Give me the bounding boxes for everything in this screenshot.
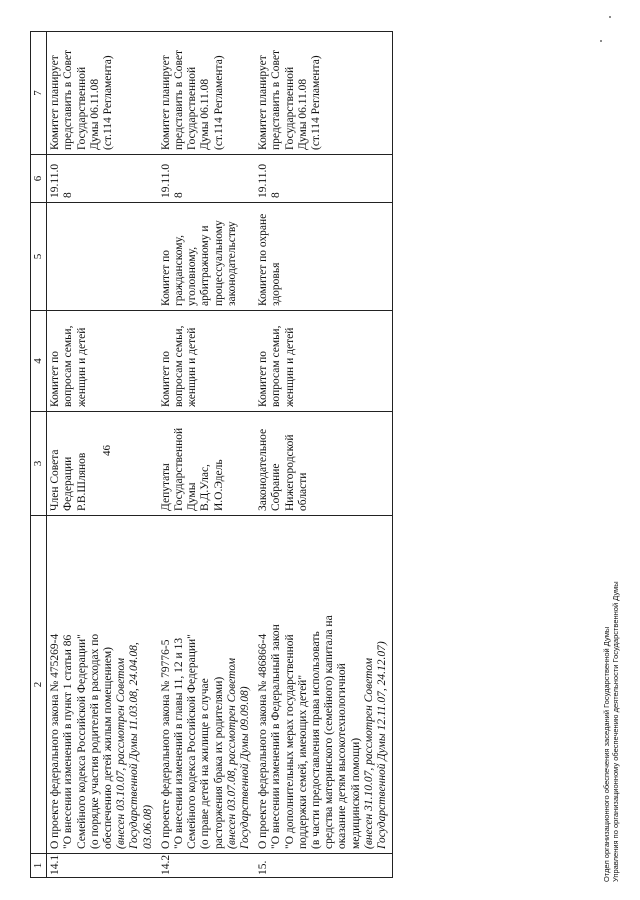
text-line: Комитет по охране (257, 213, 270, 306)
text-line: Думы 06.11.08 (88, 78, 101, 150)
initiator (158, 412, 255, 516)
text-line: вопросам семьи, (173, 325, 186, 407)
column-number: 6 (31, 155, 47, 203)
text-line: О проекте федерального закона № 475269-4 (49, 633, 62, 849)
responsible-committee (47, 311, 158, 412)
column-number: 3 (31, 412, 47, 516)
text-line: средства материнского (семейного) капитала на (323, 615, 336, 849)
text-line: области (296, 472, 309, 511)
text-line: законодательству (225, 221, 238, 306)
text-line: 03.06.08) (141, 804, 154, 849)
column-number: 5 (31, 203, 47, 311)
co-executor-committee (47, 203, 158, 311)
text-line: Комитет планирует (49, 55, 62, 150)
text-line: гражданскому, (173, 234, 186, 306)
text-line: Комитет по (159, 351, 172, 407)
text-line: вопросам семьи, (62, 325, 75, 407)
text-line: "О внесении изменений в Федеральный закон (270, 624, 283, 849)
text-line: Думы 06.11.08 (199, 78, 212, 150)
text-line: Думы (186, 482, 199, 511)
text-line: Отдел организационного обеспечения заседаний Государственной Думы (602, 626, 611, 882)
agenda-row (255, 32, 393, 878)
text-line: Государственной Думы 11.03.08, 24.04.08, (128, 642, 141, 849)
text-line: женщин и детей (283, 327, 296, 407)
text-line: (о праве детей на жилище в случае (199, 678, 212, 849)
text-line: Государственной Думы 12.11.07, 24.12.07) (376, 641, 389, 849)
text-line: медицинской помощи) (349, 737, 362, 849)
text-line: процессуальному (212, 220, 225, 306)
column-number: 4 (31, 311, 47, 412)
text-line: Государственной (173, 427, 186, 511)
text-line: И.О.Эдель (212, 459, 225, 511)
text-line: Государственной (75, 66, 88, 150)
text-line: (внесен 03.07.08, рассмотрен Советом (225, 657, 238, 849)
column-number: 2 (31, 516, 47, 854)
item-number: 15. (255, 854, 393, 878)
text-line: Государственной Думы 09.09.08) (239, 686, 252, 849)
text-line: (в части предоставления права использовать (310, 631, 323, 849)
committee-decision (255, 32, 393, 155)
text-line: поддержки семей, имеющих детей" (296, 674, 309, 849)
column-number-row (31, 32, 47, 878)
page-number: 46 (101, 445, 113, 456)
footer (602, 581, 620, 882)
initiator (47, 412, 158, 516)
text-line: "О дополнительных мерах государственной (283, 634, 296, 849)
text-line: оказание детям высокотехнологичной (336, 663, 349, 849)
text-line: Р.В.Шлянов (75, 452, 88, 511)
text-line: Семейного кодекса Российской Федерации" (186, 634, 199, 849)
text-line: (внесен 03.10.07, рассмотрен Советом (115, 657, 128, 849)
agenda-row (158, 32, 255, 878)
text-line: Федерации (62, 456, 75, 511)
text-line: Нижегородской (283, 434, 296, 511)
text-line: обеспечению детей жилым помещением) (102, 647, 115, 849)
text-line: представить в Совет (270, 49, 283, 150)
text-line: Комитет планирует (159, 55, 172, 150)
scan-speck (609, 16, 611, 18)
text-line: Комитет по (159, 250, 172, 306)
scan-speck (600, 40, 602, 42)
text-line: уголовному, (186, 246, 199, 306)
consideration-date: 19.11.08 (158, 155, 255, 203)
committee-decision (47, 32, 158, 155)
consideration-date: 19.11.08 (47, 155, 158, 203)
bill-description (255, 516, 393, 854)
text-line: (ст.114 Регламента) (310, 55, 323, 150)
text-line: Государственной (186, 66, 199, 150)
bill-description (158, 516, 255, 854)
agenda-row (47, 32, 158, 878)
responsible-committee (158, 311, 255, 412)
text-line: Член Совета (49, 449, 62, 511)
text-line: О проекте федерального закона № 79776-5 (159, 639, 172, 849)
text-line: "О внесении изменений в главы 11, 12 и 13 (173, 637, 186, 849)
text-line: женщин и детей (75, 327, 88, 407)
text-line: Государственной (283, 66, 296, 150)
text-line: вопросам семьи, (270, 325, 283, 407)
text-line: (о порядке участия родителей в расходах по (88, 633, 101, 849)
text-line: (ст.114 Регламента) (102, 55, 115, 150)
text-line: Комитет по (257, 351, 270, 407)
text-line: Депутаты (159, 463, 172, 511)
text-line: Собрание (270, 463, 283, 511)
text-line: "О внесении изменений в пункт 1 статьи 86 (62, 634, 75, 849)
text-line: О проекте федерального закона № 486866-4 (257, 633, 270, 849)
text-line: Думы 06.11.08 (296, 78, 309, 150)
responsible-committee (255, 311, 393, 412)
initiator (255, 412, 393, 516)
consideration-date: 19.11.08 (255, 155, 393, 203)
text-line: здоровья (270, 262, 283, 306)
text-line: Комитет по (49, 351, 62, 407)
text-line: арбитражному и (199, 225, 212, 306)
text-line: Управления по организационному обеспечению деятельности Государственной Думы (611, 581, 620, 882)
column-number: 1 (31, 854, 47, 878)
text-line: Комитет планирует (257, 55, 270, 150)
agenda-table (30, 31, 393, 878)
text-line: (ст.114 Регламента) (212, 55, 225, 150)
item-number: 14.1 (47, 854, 158, 878)
text-line: Законодательное (257, 428, 270, 511)
column-number: 7 (31, 32, 47, 155)
text-line: (внесен 31.10.07, рассмотрен Советом (362, 657, 375, 849)
co-executor-committee (255, 203, 393, 311)
co-executor-committee (158, 203, 255, 311)
text-line: представить в Совет (62, 49, 75, 150)
bill-description (47, 516, 158, 854)
text-line: расторжения брака их родителями) (212, 676, 225, 849)
text-line: представить в Совет (173, 49, 186, 150)
text-line: Семейного кодекса Российской Федерации" (75, 634, 88, 849)
committee-decision (158, 32, 255, 155)
text-line: женщин и детей (186, 327, 199, 407)
text-line: В.Д.Улас, (199, 464, 212, 511)
item-number: 14.2 (158, 854, 255, 878)
